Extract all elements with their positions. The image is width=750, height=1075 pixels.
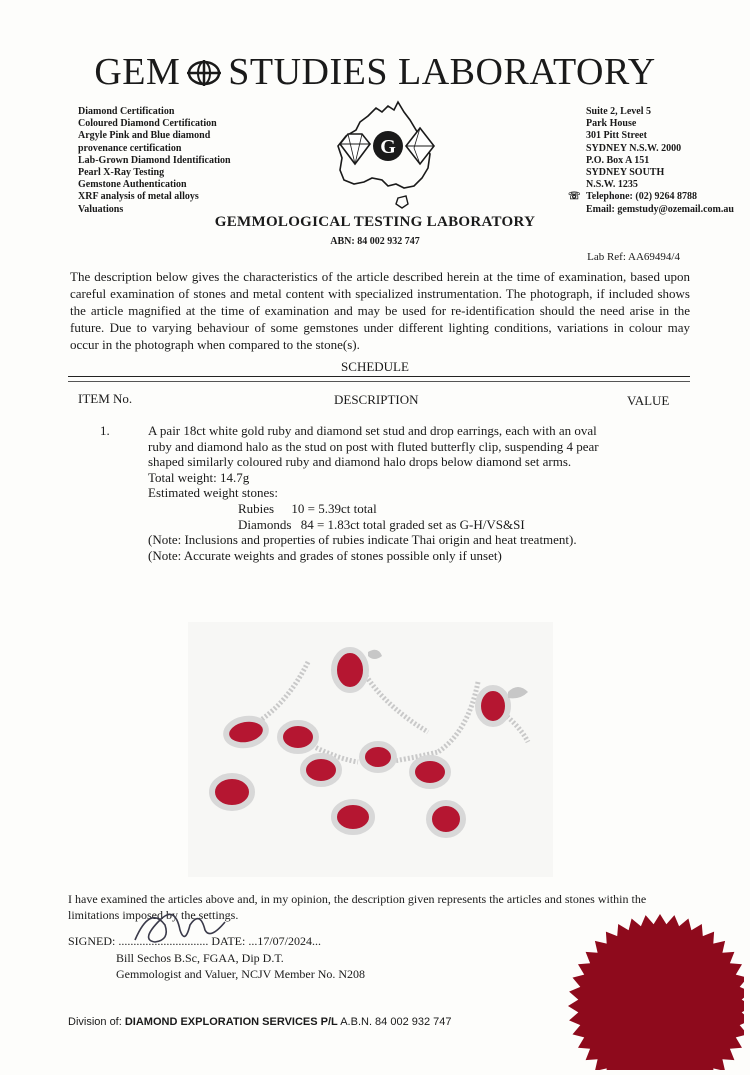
division-label: Division of:	[68, 1016, 125, 1028]
laboratory-title	[0, 50, 750, 97]
item-description	[148, 423, 608, 563]
service-item: Gemstone Authentication	[78, 179, 187, 191]
column-header-value: VALUE	[627, 393, 670, 408]
logo-letter: G	[380, 136, 396, 158]
signer-name: Bill Sechos B.Sc, FGAA, Dip D.T.	[116, 951, 284, 965]
diamonds-label: Diamonds	[238, 516, 292, 532]
earrings-photo	[188, 622, 553, 877]
lab-ref: Lab Ref: AA69494/4	[587, 251, 680, 263]
seal-body	[568, 914, 744, 1070]
column-header-description: DESCRIPTION	[334, 392, 419, 407]
description-text: A pair 18ct white gold ruby and diamond set stud and drop earrings, each with an oval ruby and diamond halo as the stud on post with fluted butterfly clip, suspending 4 pear shaped similarly coloured ruby and diamond halo drops below diamond set arms.	[148, 423, 599, 470]
division-name: DIAMOND EXPLORATION SERVICES P/L	[124, 1016, 338, 1028]
rubies-value: 10 = 5.39ct total	[291, 500, 377, 516]
division-abn: A.B.N. 84 002 932 747	[337, 1016, 452, 1028]
divider	[68, 381, 690, 382]
diamonds-row	[148, 517, 608, 533]
service-item: Argyle Pink and Blue diamond	[78, 130, 211, 142]
australia-logo	[330, 98, 442, 221]
service-item: Pearl X-Ray Testing	[78, 167, 165, 179]
date-value: ...17/07/2024...	[248, 934, 322, 948]
signed-dots: ..............................	[118, 934, 209, 948]
rubies-label: Rubies	[238, 500, 275, 516]
abn: ABN: 84 002 932 747	[330, 236, 420, 247]
email: Email: gemstudy@ozemail.com.au	[586, 203, 734, 215]
divider	[68, 376, 690, 377]
services-list	[78, 106, 231, 216]
service-item: XRF analysis of metal alloys	[78, 191, 199, 203]
address-line: SYDNEY SOUTH	[586, 167, 665, 179]
service-item: Valuations	[78, 203, 124, 215]
address-line: SYDNEY N.S.W. 2000	[586, 142, 682, 154]
service-item: Coloured Diamond Certification	[78, 118, 217, 130]
service-item: Diamond Certification	[78, 106, 175, 117]
address-line: N.S.W. 1235	[586, 179, 638, 191]
title-right: STUDIES LABORATORY	[228, 51, 656, 93]
telephone-icon: ☏	[568, 191, 581, 203]
intro-paragraph: The description below gives the characteristics of the article described herein at the time of examination, based upon careful examination of stones and metal content with specialized instrumentation. The photograph, if included shows the article magnified at the time of examination and may be used for re-identification should the need arise in the future. Due to varying behaviour of some gemstones under different lighting conditions, variations in colour may occur in the photograph when compared to the stone(s).	[70, 269, 690, 352]
column-header-item: ITEM No.	[78, 391, 133, 406]
diamond-icon	[340, 134, 370, 164]
signer-title: Gemmologist and Valuer, NCJV Member No. N208	[116, 967, 366, 981]
address-line: Suite 2, Level 5	[586, 106, 651, 117]
service-item: Lab-Grown Diamond Identification	[78, 154, 231, 166]
telephone: Telephone: (02) 9264 8788	[586, 191, 698, 203]
note-origin: (Note: Inclusions and properties of rubies indicate Thai origin and heat treatment).	[148, 532, 577, 548]
diamonds-value: 84 = 1.83ct total graded set as G-H/VS&SI	[300, 516, 525, 532]
division-line	[68, 1016, 452, 1028]
address-line: 301 Pitt Street	[586, 130, 647, 142]
service-item: provenance certification	[78, 142, 182, 154]
date-label: DATE:	[208, 934, 249, 948]
address-block	[568, 106, 734, 216]
wax-seal-icon	[564, 910, 744, 1075]
lab-subtitle: GEMMOLOGICAL TESTING LABORATORY	[214, 214, 536, 230]
examination-statement: I have examined the articles above and, in my opinion, the description given represents the articles and stones within the limitations imposed by the settings.	[68, 892, 647, 922]
signed-label: SIGNED:	[68, 934, 119, 948]
address-line: P.O. Box A 151	[586, 154, 650, 166]
address-line: Park House	[586, 118, 637, 130]
gem-cross-icon	[186, 53, 222, 97]
title-left: GEM	[94, 51, 181, 93]
rubies-row	[148, 501, 608, 517]
estimated-heading: Estimated weight stones:	[148, 485, 278, 501]
total-weight: Total weight: 14.7g	[148, 469, 250, 485]
schedule-title: SCHEDULE	[341, 359, 409, 374]
note-weights: (Note: Accurate weights and grades of stones possible only if unset)	[148, 547, 502, 563]
item-number: 1.	[100, 423, 110, 438]
signed-line	[68, 934, 321, 949]
